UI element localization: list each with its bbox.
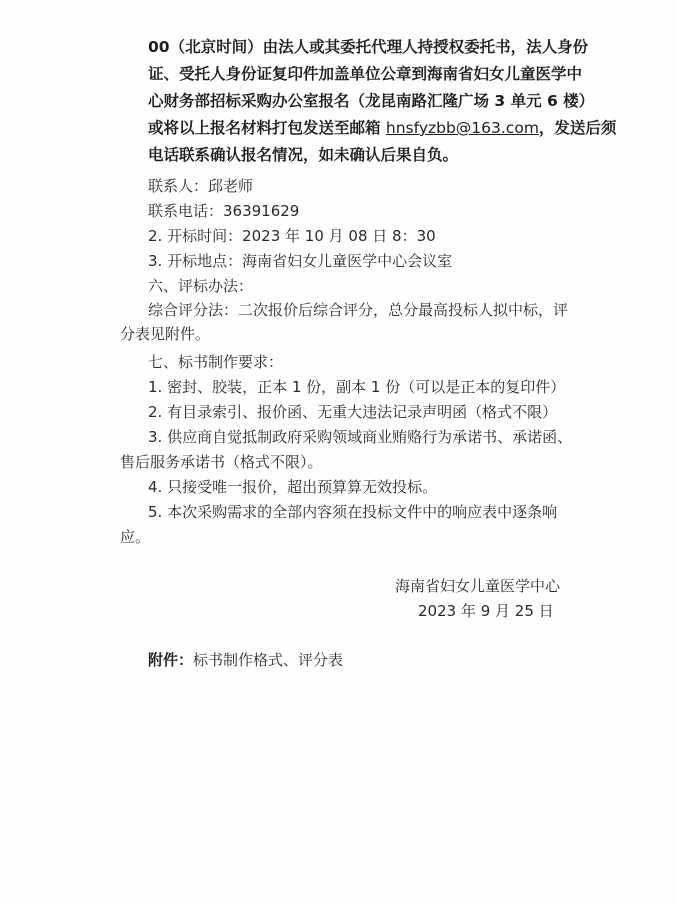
registration-line-4-prefix: 或将以上报名材料打包发送至邮箱 bbox=[148, 119, 386, 137]
registration-line-1: 00（北京时间）由法人或其委托代理人持授权委托书，法人身份 bbox=[148, 38, 589, 56]
attachment-label: 附件： bbox=[148, 651, 194, 669]
registration-line-4 bbox=[148, 115, 617, 142]
requirement-item-2: 2. 有目录索引、报价函、无重大违法记录声明函（格式不限） bbox=[148, 403, 558, 421]
contact-person: 联系人：邱老师 bbox=[148, 177, 254, 195]
requirement-item-5-line-2: 应。 bbox=[120, 528, 151, 546]
contact-phone: 联系电话：36391629 bbox=[148, 202, 300, 220]
requirement-item-5-line-1: 5. 本次采购需求的全部内容须在投标文件中的响应表中逐条响 bbox=[148, 503, 558, 521]
evaluation-line-1: 综合评分法：二次报价后综合评分，总分最高投标人拟中标，评 bbox=[148, 301, 569, 319]
requirement-item-3-line-2: 售后服务承诺书（格式不限）。 bbox=[120, 453, 323, 471]
evaluation-line-2: 分表见附件。 bbox=[120, 325, 211, 343]
requirement-item-4: 4. 只接受唯一报价，超出预算算无效投标。 bbox=[148, 478, 438, 496]
opening-place: 3. 开标地点：海南省妇女儿童医学中心会议室 bbox=[148, 252, 453, 270]
registration-instructions bbox=[148, 34, 617, 169]
email-link[interactable]: hnsfyzbb@163.com bbox=[385, 119, 539, 137]
registration-line-2: 证、受托人身份证复印件加盖单位公章到海南省妇女儿童医学中 bbox=[148, 65, 583, 83]
registration-line-4-suffix: ，发送后须 bbox=[538, 119, 617, 137]
evaluation-heading: 六、评标办法： bbox=[148, 277, 254, 295]
attachment-text: 标书制作格式、评分表 bbox=[193, 651, 344, 669]
requirement-item-1: 1. 密封、胶装，正本 1 份，副本 1 份（可以是正本的复印件） bbox=[148, 378, 566, 396]
signature-date: 2023 年 9 月 25 日 bbox=[418, 602, 554, 620]
requirement-item-3-line-1: 3. 供应商自觉抵制政府采购领域商业贿赂行为承诺书、承诺函、 bbox=[148, 428, 573, 446]
signature-organization: 海南省妇女儿童医学中心 bbox=[395, 577, 561, 595]
registration-line-5: 电话联系确认报名情况，如未确认后果自负。 bbox=[148, 146, 459, 164]
registration-line-3: 心财务部招标采购办公室报名（龙昆南路汇隆广场 3 单元 6 楼） bbox=[148, 92, 595, 110]
attachment-line bbox=[148, 649, 343, 670]
requirements-heading: 七、标书制作要求： bbox=[148, 353, 284, 371]
opening-time: 2. 开标时间：2023 年 10 月 08 日 8：30 bbox=[148, 227, 436, 245]
